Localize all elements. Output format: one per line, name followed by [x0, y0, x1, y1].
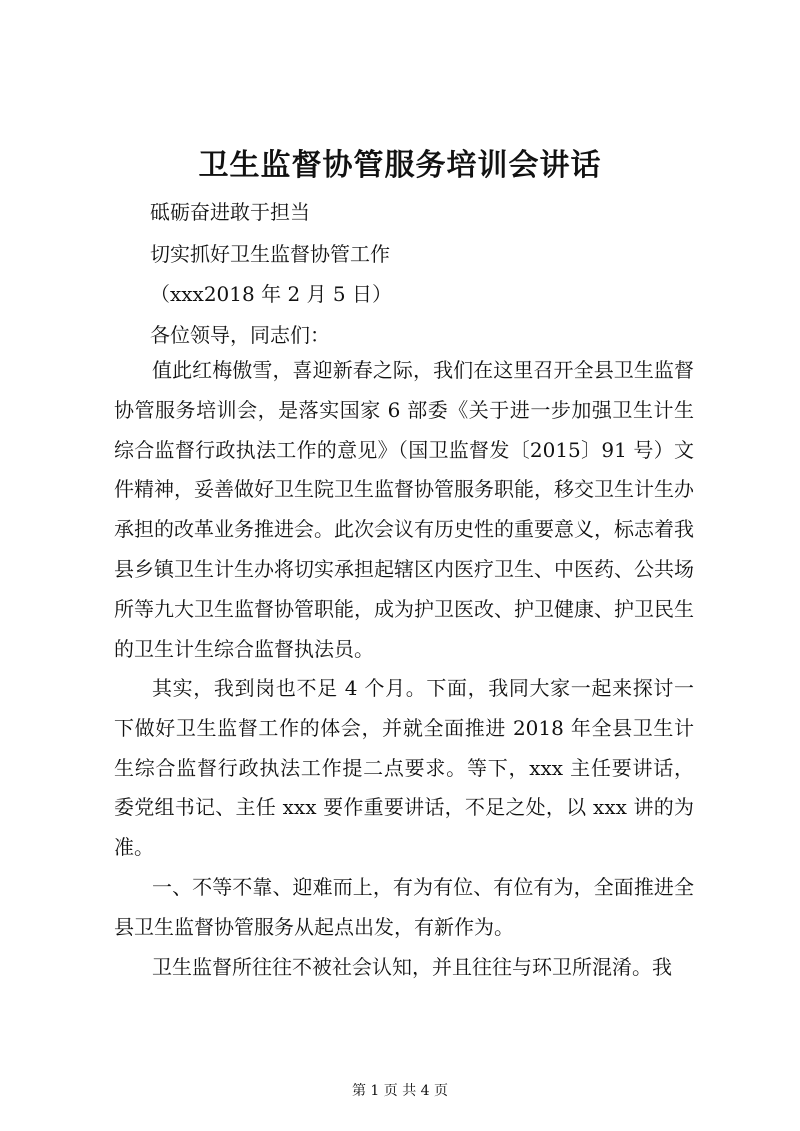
subtitle-line-2: 切实抓好卫生监督协管工作 [150, 242, 390, 266]
subtitle-line-1: 砥砺奋进敢于担当 [150, 200, 310, 224]
paragraph-3: 一、不等不靠、迎难而上，有为有位、有位有为，全面推进全县卫生监督协管服务从起点出发，有新作为。 [114, 875, 694, 939]
paragraph-2: 其实，我到岗也不足 4 个月。下面，我同大家一起来探讨一下做好卫生监督工作的体会，并就全面推进 2018 年全县卫生计生综合监督行政执法工作提二点要求。等下，xxx 主任要讲话，委党组书记、主任 xxx 要作重要讲话，不足之处，以 xxx 讲的为准。 [114, 676, 694, 860]
salutation: 各位领导，同志们： [150, 323, 330, 347]
paragraph-4: 卫生监督所往往不被社会认知，并且往往与环卫所混淆。我 [152, 955, 672, 979]
date-line: （xxx2018 年 2 月 5 日） [150, 282, 392, 306]
document-title: 卫生监督协管服务培训会讲话 [198, 148, 602, 183]
page-footer: 第 1 页 共 4 页 [351, 1083, 449, 1099]
paragraph-1: 值此红梅傲雪，喜迎新春之际，我们在这里召开全县卫生监督协管服务培训会，是落实国家 6 部委《关于进一步加强卫生计生综合监督行政执法工作的意见》（国卫监督发〔2015〕91 号）文件精神，妥善做好卫生院卫生监督协管服务职能，移交卫生计生办承担的改革业务推进会。此次会议有历史性的重要意义，标志着我县乡镇卫生计生办将切实承担起辖区内医疗卫生、中医药、公共场所等九大卫生监督协管职能，成为护卫医改、护卫健康、护卫民生的卫生计生综合监督执法员。 [114, 358, 694, 661]
